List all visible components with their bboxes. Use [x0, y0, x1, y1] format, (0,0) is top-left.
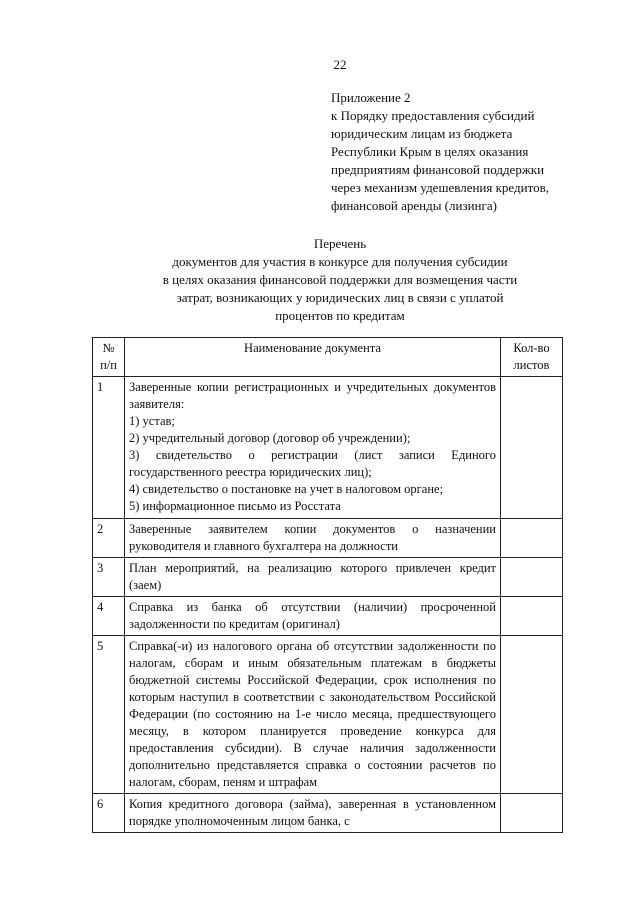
row-text: Заверенные копии регистрационных и учредительных документов заявителя:: [129, 380, 496, 411]
row-description: План мероприятий, на реализацию которого привлечен кредит (заем): [125, 558, 501, 597]
header-sheets-line1: Кол-во: [513, 341, 550, 355]
appendix-block: [331, 89, 549, 215]
heading-line: затрат, возникающих у юридических лиц в связи с уплатой: [176, 290, 504, 305]
row-sheet-count: [501, 794, 563, 833]
page-number: 22: [333, 57, 347, 72]
row-sheet-count: [501, 636, 563, 794]
header-number-line2: п/п: [100, 358, 117, 372]
header-sheet-count: [501, 338, 563, 377]
row-list-item: 1) устав;: [129, 414, 175, 428]
table-row: [93, 636, 563, 794]
row-sheet-count: [501, 377, 563, 519]
heading-line: в целях оказания финансовой поддержки для возмещения части: [162, 272, 518, 287]
documents-table: [92, 337, 563, 833]
row-list-item: 4) свидетельство о постановке на учет в налоговом органе;: [129, 482, 444, 496]
appendix-line: финансовой аренды (лизинга): [331, 198, 497, 213]
appendix-line: предприятиям финансовой поддержки: [331, 162, 545, 177]
row-number: 4: [93, 597, 125, 636]
table-row: [93, 519, 563, 558]
table-row: [93, 377, 563, 519]
table-row: [93, 558, 563, 597]
header-sheets-line2: листов: [513, 358, 550, 372]
row-number: 2: [93, 519, 125, 558]
heading-line: процентов по кредитам: [275, 308, 405, 323]
appendix-line: через механизм удешевления кредитов,: [331, 180, 549, 195]
row-number: 3: [93, 558, 125, 597]
table-header-row: [93, 338, 563, 377]
heading-title: Перечень: [313, 236, 367, 251]
appendix-line: к Порядку предоставления субсидий: [331, 108, 535, 123]
table-row: [93, 794, 563, 833]
row-number: 5: [93, 636, 125, 794]
row-list-item: 2) учредительный договор (договор об учреждении);: [129, 431, 411, 445]
row-description: [125, 377, 501, 519]
row-description: Справка(-и) из налогового органа об отсутствии задолженности по налогам, сборам и иным обязательным платежам в бюджеты бюджетной системы Российской Федерации, срок исполнения по которым наступил в соответствии с законодательством Российской Федерации (по состоянию на 1-е число месяца, предшествующего месяцу, в котором планируется проведение конкурса для предоставления субсидии). В случае наличия задолженности дополнительно представляется справка о состоянии расчетов по налогам, сборам, пеням и штрафам: [125, 636, 501, 794]
row-number: 6: [93, 794, 125, 833]
row-sheet-count: [501, 519, 563, 558]
row-sheet-count: [501, 597, 563, 636]
row-list-item: 3) свидетельство о регистрации (лист записи Единого государственного реестра юридических лиц);: [129, 448, 496, 479]
row-number: 1: [93, 377, 125, 519]
appendix-line: юридическим лицам из бюджета: [331, 126, 513, 141]
row-sheet-count: [501, 558, 563, 597]
appendix-line: Республики Крым в целях оказания: [331, 144, 529, 159]
row-description: Справка из банка об отсутствии (наличии) просроченной задолженности по кредитам (оригинал): [125, 597, 501, 636]
appendix-title: Приложение 2: [331, 90, 411, 105]
heading-line: документов для участия в конкурсе для получения субсидии: [172, 254, 508, 269]
table-row: [93, 597, 563, 636]
row-description: Копия кредитного договора (займа), заверенная в установленном порядке уполномоченным лицом банка, с: [125, 794, 501, 833]
header-document-name: Наименование документа: [125, 338, 501, 377]
header-number: [93, 338, 125, 377]
row-description: Заверенные заявителем копии документов о назначении руководителя и главного бухгалтера на должности: [125, 519, 501, 558]
row-list-item: 5) информационное письмо из Росстата: [129, 499, 341, 513]
header-number-line1: №: [102, 341, 115, 355]
document-heading: [120, 235, 560, 325]
